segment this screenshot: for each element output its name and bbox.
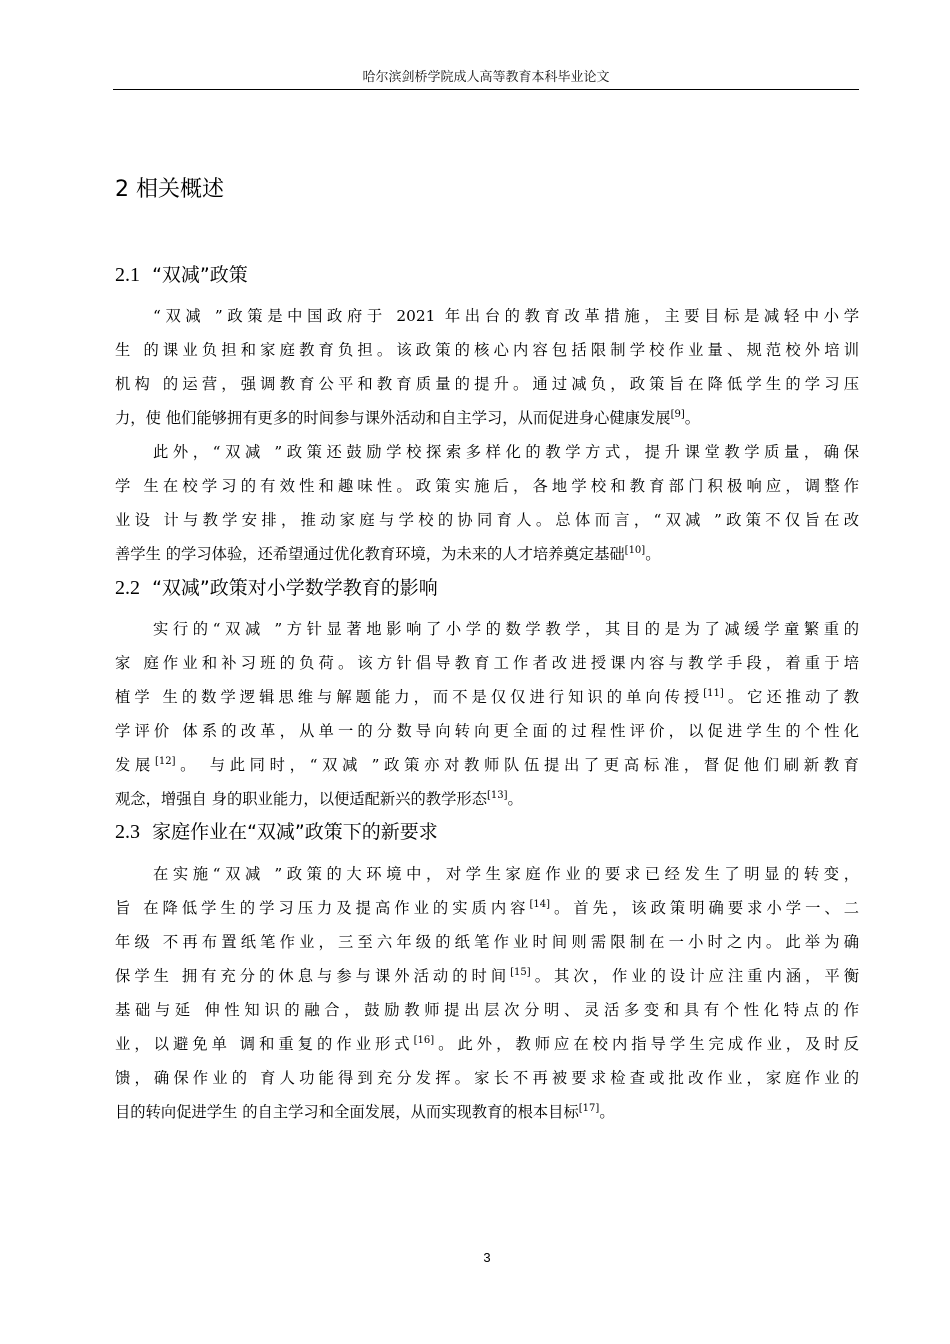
text-line: 此外，“双减 ”政策还鼓励学校探索多样化的教学方式，提升课堂教学质量，确保 (153, 443, 859, 461)
section-heading-2-1 (115, 262, 248, 288)
text-run: 保学生 拥有充分的休息与参与课外活动的时间 (115, 967, 511, 985)
text-run: 旨 在降低学生的学习压力及提高作业的实质内容 (115, 899, 530, 917)
text-line (115, 680, 859, 714)
citation: [11] (703, 688, 724, 699)
citation: [12] (154, 756, 176, 767)
text-line: 学 生在校学习的有效性和趣味性。政策实施后，各地学校和教育部门积极响应，调整作 (115, 477, 859, 495)
section-heading-2-2 (115, 575, 438, 601)
section-number: 2.2 (115, 577, 140, 599)
citation: [14] (529, 899, 550, 910)
text-line: 馈，确保作业的 育人功能得到充分发挥。家长不再被要求检查或批改作业，家庭作业的 (115, 1069, 859, 1087)
text-line: 在实施“双减 ”政策的大环境中，对学生家庭作业的要求已经发生了明显的转变， (153, 865, 859, 883)
citation: [13] (487, 790, 508, 801)
text-run: 。此外，教师应在校内指导学生完成作业，及时反 (434, 1035, 859, 1053)
text-line: “双减 ”政策是中国政府于 2021 年出台的教育改革措施，主要目标是减轻中小学 (153, 307, 859, 325)
text-line (115, 891, 859, 925)
text-line (115, 537, 859, 571)
text-line: 学评价 体系的改革，从单一的分数导向转向更全面的过程性评价，以促进学生的个性化 (115, 722, 859, 740)
section-title: “双减”政策对小学数学教育的影响 (152, 577, 438, 599)
section-heading-2-3 (115, 819, 438, 845)
chapter-title: 2 相关概述 (115, 177, 224, 202)
text-run: 。 (645, 545, 661, 563)
text-line (115, 1027, 859, 1061)
section-title: “双减”政策 (152, 264, 248, 286)
paragraph-2-1-a (115, 299, 859, 435)
text-line (115, 782, 859, 816)
page-number: 3 (483, 1250, 491, 1265)
text-line: 实行的“双减 ”方针显著地影响了小学的数学教学，其目的是为了减缓学童繁重的 (153, 620, 859, 638)
text-line: 生 的课业负担和家庭教育负担。该政策的核心内容包括限制学校作业量、规范校外培训 (115, 341, 859, 359)
text-run: 业，以避免单 调和重复的作业形式 (115, 1035, 414, 1053)
text-run: 。 与此同时，“双减 ”政策亦对教师队伍提出了更高标准，督促他们刷新教育 (175, 756, 859, 774)
citation: [10] (624, 545, 646, 556)
section-number: 2.3 (115, 821, 140, 843)
text-run: 。 (507, 790, 523, 808)
text-run: 发展 (115, 756, 155, 774)
section-title: 家庭作业在“双减”政策下的新要求 (152, 821, 438, 843)
text-run: 目的转向促进学生 的自主学习和全面发展，从而实现教育的根本目标 (115, 1103, 579, 1121)
text-line (115, 959, 859, 993)
text-run: 。它还推动了教 (723, 688, 859, 706)
section-number: 2.1 (115, 264, 140, 286)
page-header: 哈尔滨剑桥学院成人高等教育本科毕业论文 (362, 70, 610, 85)
text-line (115, 748, 859, 782)
text-line: 机构 的运营，强调教育公平和教育质量的提升。通过减负，政策旨在降低学生的学习压 (115, 375, 859, 393)
text-line: 基础与延 伸性知识的融合，鼓励教师提出层次分明、灵活多变和具有个性化特点的作 (115, 1001, 859, 1019)
citation: [17] (578, 1103, 600, 1114)
text-line: 年级 不再布置纸笔作业，三至六年级的纸笔作业时间则需限制在一小时之内。此举为确 (115, 933, 859, 951)
text-run: 。其次，作业的设计应注重内涵，平衡 (530, 967, 859, 985)
text-run: 善学生 的学习体验，还希望通过优化教育环境，为未来的人才培养奠定基础 (115, 545, 625, 563)
paragraph-2-2 (115, 612, 859, 816)
paragraph-2-1-b (115, 435, 859, 571)
text-run: 。 (684, 409, 701, 427)
citation: [15] (510, 967, 531, 978)
text-run: 。首先，该政策明确要求小学一、二 (549, 899, 859, 917)
text-line: 业设 计与教学安排，推动家庭与学校的协同育人。总体而言，“双减 ”政策不仅旨在改 (115, 511, 859, 529)
text-line (115, 401, 859, 435)
citation: [9] (670, 409, 685, 420)
text-line: 家 庭作业和补习班的负荷。该方针倡导教育工作者改进授课内容与教学手段，着重于培 (115, 654, 859, 672)
text-run: 植学 生的数学逻辑思维与解题能力，而不是仅仅进行知识的单向传授 (115, 688, 704, 706)
header-divider (113, 89, 859, 90)
text-run: 观念，增强自 身的职业能力，以便适配新兴的教学形态 (115, 790, 487, 808)
text-run: 力，使 他们能够拥有更多的时间参与课外活动和自主学习，从而促进身心健康发展 (115, 409, 671, 427)
paragraph-2-3 (115, 857, 859, 1129)
text-run: 。 (599, 1103, 615, 1121)
text-line (115, 1095, 859, 1129)
citation: [16] (413, 1035, 435, 1046)
